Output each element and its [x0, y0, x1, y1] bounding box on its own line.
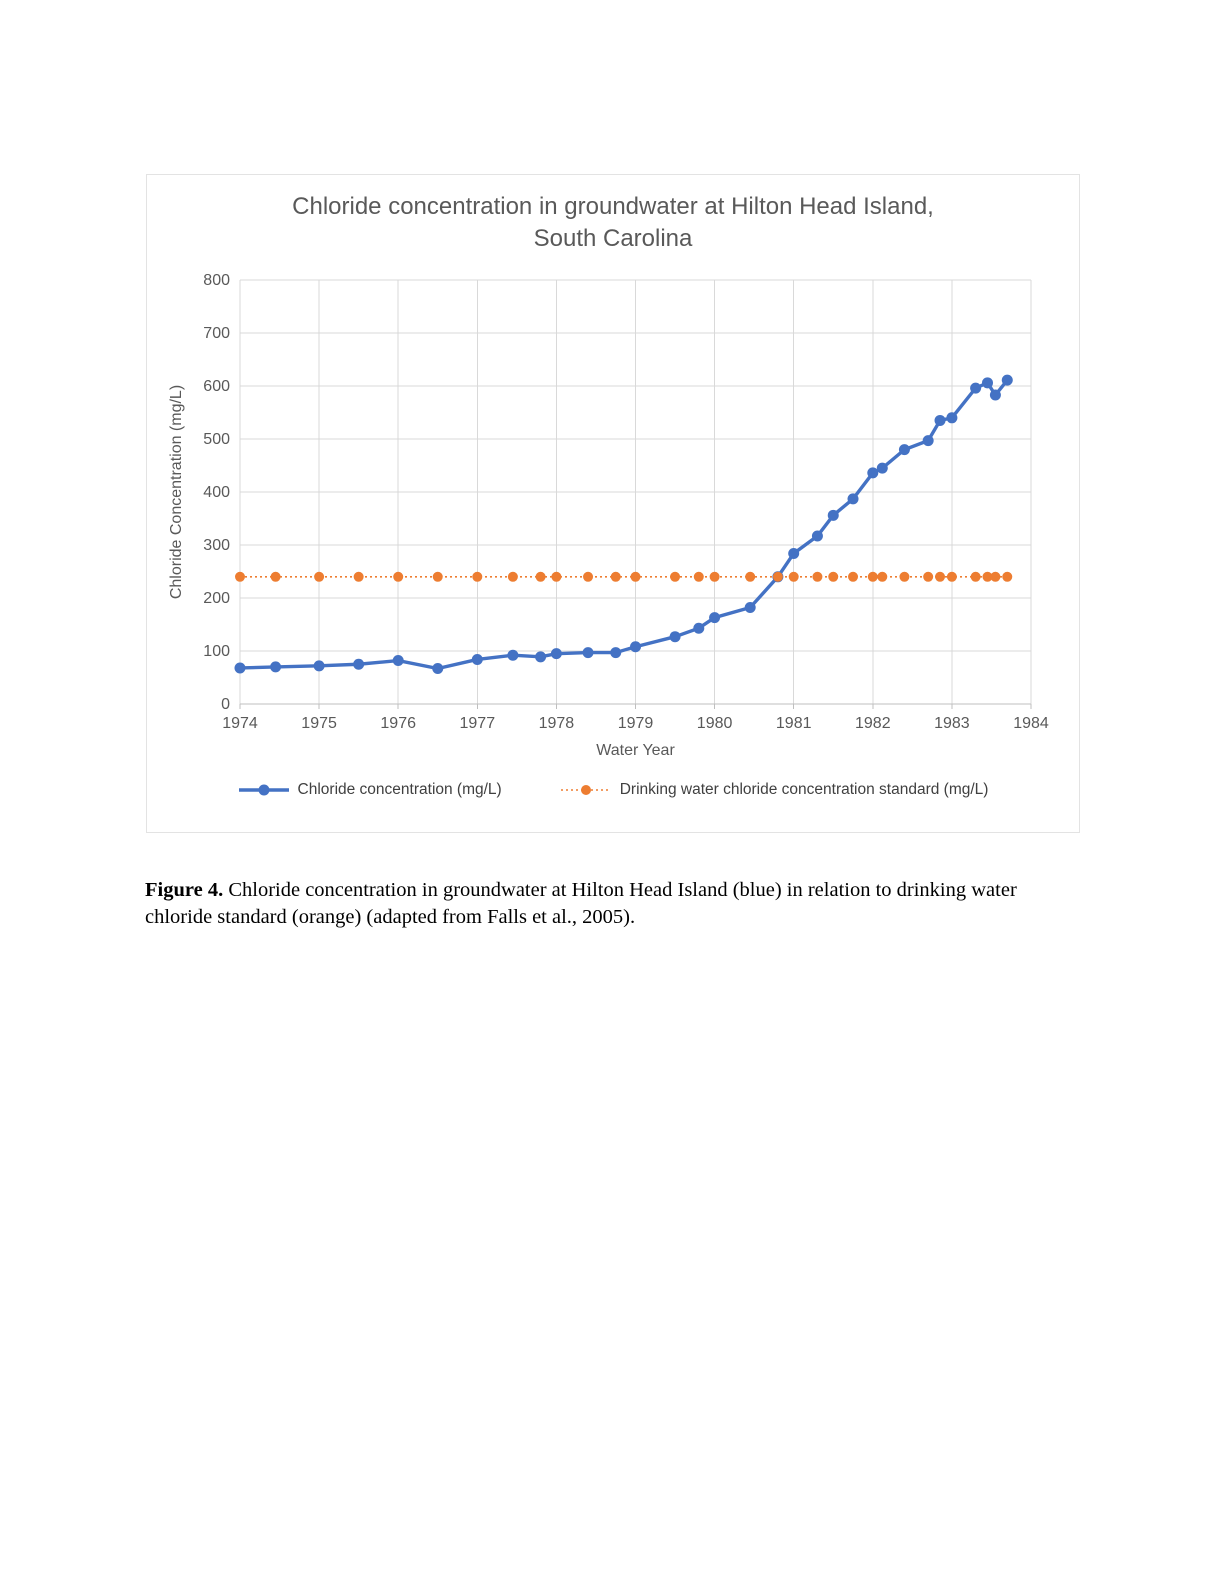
x-axis [240, 704, 1031, 709]
svg-text:0: 0 [221, 696, 230, 713]
y-axis-tick-labels [203, 272, 230, 713]
x-axis-tick-labels [222, 715, 1049, 732]
series-line-chloride [240, 380, 1007, 668]
svg-text:1982: 1982 [855, 715, 891, 732]
figure-caption-label: Figure 4. [145, 878, 224, 901]
chart-title-text: Chloride concentration in groundwater at Hilton Head Island, South Carolina [292, 193, 934, 253]
series-markers-chloride [235, 375, 1013, 674]
legend-item-chloride [238, 781, 502, 799]
svg-text:1981: 1981 [775, 715, 812, 732]
chart-figure [146, 174, 1080, 833]
svg-text:1976: 1976 [380, 715, 416, 732]
legend-marker-standard-line-icon [560, 783, 612, 797]
svg-text:1980: 1980 [696, 715, 733, 732]
svg-text:1983: 1983 [934, 715, 970, 732]
svg-text:1978: 1978 [538, 715, 575, 732]
legend-label-standard: Drinking water chloride concentration standard (mg/L) [619, 781, 989, 798]
chart-plot-area [147, 175, 1079, 832]
legend-marker-chloride-line-icon [238, 783, 290, 797]
svg-text:300: 300 [203, 537, 230, 554]
figure-caption-text: Chloride concentration in groundwater at Hilton Head Island (blue) in relation to drinking water chloride standard (orange) (adapted from Falls et al., 2005). [145, 878, 1017, 928]
figure-caption [145, 877, 1029, 931]
legend-label-chloride: Chloride concentration (mg/L) [297, 781, 502, 798]
svg-text:400: 400 [203, 484, 230, 501]
svg-text:500: 500 [203, 431, 230, 448]
gridlines [240, 280, 1031, 704]
svg-text:800: 800 [203, 272, 230, 289]
svg-text:1974: 1974 [222, 715, 258, 732]
svg-text:200: 200 [203, 590, 230, 607]
svg-text:600: 600 [203, 378, 230, 395]
svg-text:100: 100 [203, 643, 230, 660]
y-axis-title: Chloride Concentration (mg/L) [168, 384, 185, 600]
legend-item-standard [560, 781, 989, 799]
svg-text:1977: 1977 [459, 715, 496, 732]
svg-text:1984: 1984 [1013, 715, 1049, 732]
chart-legend [147, 781, 1079, 799]
x-axis-title: Water Year [596, 742, 675, 759]
svg-text:700: 700 [203, 325, 230, 342]
svg-text:1975: 1975 [301, 715, 337, 732]
svg-text:1979: 1979 [617, 715, 654, 732]
